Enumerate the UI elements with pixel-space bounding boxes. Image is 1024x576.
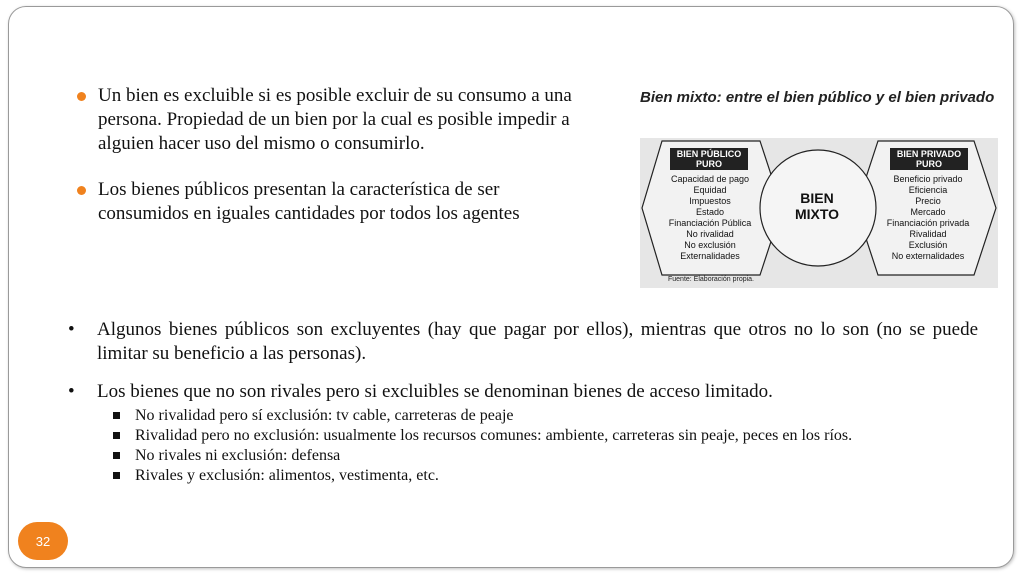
left-header: BIEN PÚBLICO PURO — [670, 148, 748, 170]
right-header: BIEN PRIVADO PURO — [890, 148, 968, 170]
left-item: Estado — [695, 207, 725, 217]
left-item: Externalidades — [680, 251, 740, 261]
left-item: No rivalidad — [686, 229, 734, 239]
right-item: Exclusión — [908, 240, 948, 250]
left-items — [660, 174, 760, 262]
left-item: No exclusión — [684, 240, 736, 250]
figure-source: Fuente: Elaboración propia. — [668, 276, 754, 283]
figure-diagram — [640, 138, 998, 288]
bullet-dot-icon — [77, 92, 86, 101]
left-item: Equidad — [693, 185, 727, 195]
sub-list-item — [109, 446, 978, 465]
sub-bullet-text: No rivalidad pero sí exclusión: tv cable, carreteras de peaje — [135, 407, 514, 424]
sub-bullet-text: No rivales ni exclusión: defensa — [135, 447, 341, 464]
sub-list-item — [109, 406, 978, 425]
bullet-text-publicos: Los bienes públicos presentan la característica de ser consumidos en iguales cantidades por todos los agentes — [98, 179, 520, 224]
right-items — [876, 174, 980, 262]
right-item: Beneficio privado — [893, 174, 963, 184]
right-item: Mercado — [910, 207, 946, 217]
right-item: Financiación privada — [886, 218, 970, 228]
lower-bullet-list — [68, 318, 978, 486]
bullet-text-excluyentes: Algunos bienes públicos son excluyentes (hay que pagar por ellos), mientras que otros no lo son (no se puede limitar su beneficio a las personas). — [97, 319, 978, 364]
sub-bullet-text: Rivales y exclusión: alimentos, vestimenta, etc. — [135, 467, 439, 484]
bullet-text-excluible: Un bien es excluible si es posible excluir de su consumo a una persona. Propiedad de un bien por la cual es posible impedir a alguien hacer uso del mismo o consumirlo. — [98, 85, 572, 154]
list-item — [68, 380, 978, 404]
sub-list-item — [109, 466, 978, 485]
list-item — [68, 318, 978, 366]
bullet-dot-icon — [77, 186, 86, 195]
top-bullet-list — [74, 84, 594, 248]
left-item: Capacidad de pago — [670, 174, 750, 184]
square-bullet-icon — [113, 472, 120, 479]
sub-list-item — [109, 426, 978, 445]
sub-bullet-text: Rivalidad pero no exclusión: usualmente los recursos comunes: ambiente, carreteras sin peaje, peces en los ríos. — [135, 427, 853, 444]
square-bullet-icon — [113, 412, 120, 419]
square-bullet-icon — [113, 432, 120, 439]
right-item: No externalidades — [891, 251, 965, 261]
bullet-marker: • — [68, 319, 75, 340]
page-number: 32 — [35, 533, 51, 549]
right-item: Rivalidad — [909, 229, 947, 239]
square-bullet-icon — [113, 452, 120, 459]
center-label: BIEN MIXTO — [794, 190, 840, 222]
page-number-badge — [18, 522, 68, 560]
right-item: Precio — [915, 196, 941, 206]
list-item — [74, 178, 594, 226]
bien-mixto-figure — [636, 86, 1002, 288]
bullet-marker: • — [68, 381, 75, 402]
left-item: Financiación Pública — [668, 218, 752, 228]
figure-title: Bien mixto: entre el bien público y el bien privado — [640, 89, 995, 106]
list-item — [74, 84, 594, 156]
right-item: Eficiencia — [908, 185, 948, 195]
sub-bullet-list — [68, 406, 978, 485]
bullet-text-acceso-limitado: Los bienes que no son rivales pero si excluibles se denominan bienes de acceso limitado. — [97, 381, 773, 402]
left-item: Impuestos — [689, 196, 731, 206]
